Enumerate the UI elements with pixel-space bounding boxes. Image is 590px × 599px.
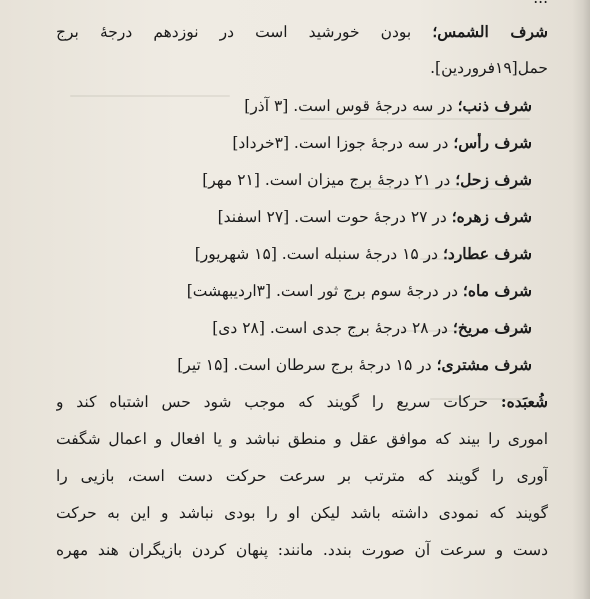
entry-line: شرف مشتری؛ در ۱۵ درجهٔ برج سرطان است. [۱۵ تیر] bbox=[177, 355, 532, 374]
sharaf-shams-term: شرف الشمس؛ bbox=[432, 22, 548, 41]
shobade-line-1: شُعبَده: حرکات سریع را گویند که موجب شود حس اشتباه کند و bbox=[56, 392, 548, 411]
shobade-line: گویند که نمودی داشته باشد لیکن او را بودی نباشد و این به حرکت bbox=[56, 504, 548, 522]
shobade-line: دست و سرعت آن صورت بندد. مانند: پنهان کردن بازیگران هند مهره bbox=[56, 541, 548, 559]
entry-line: شرف زحل؛ در ۲۱ درجهٔ برج میزان است. [۲۱ مهر] bbox=[202, 170, 532, 189]
entry-line: شرف عطارد؛ در ۱۵ درجهٔ سنبله است. [۱۵ شهریور] bbox=[194, 244, 532, 263]
entry-line: شرف ماه؛ در درجهٔ سوم برج ثور است. [۳اردیبهشت] bbox=[186, 281, 532, 300]
sharaf-shams-text: بودن خورشید است در نوزدهم درجهٔ برج bbox=[56, 23, 433, 41]
top-partial-line bbox=[56, 0, 548, 8]
page-edge-shadow bbox=[572, 0, 590, 599]
entry-line: شرف زهره؛ در ۲۷ درجهٔ حوت است. [۲۷ اسفند] bbox=[217, 207, 532, 226]
shobade-term: شُعبَده: bbox=[500, 392, 548, 411]
sharaf-shams-line-1 bbox=[56, 22, 548, 42]
entry-line: شرف رأس؛ در سه درجهٔ جوزا است. [۳خرداد] bbox=[232, 133, 532, 152]
entry-line: شرف ذنب؛ در سه درجهٔ قوس است. [۳ آذر] bbox=[244, 96, 532, 115]
shobade-line: اموری را بیند که موافق عقل و منطق نباشد و یا افعال و اعمال شگفت bbox=[56, 430, 548, 448]
entry-line: شرف مریخ؛ در ۲۸ درجهٔ برج جدی است. [۲۸ دی] bbox=[212, 318, 532, 337]
shobade-line: آوری را گویند که مترتب بر سرعت حرکت دست است، بازیی را bbox=[56, 467, 548, 485]
sharaf-shams-line-2: حمل[۱۹فروردین]. bbox=[430, 59, 548, 77]
